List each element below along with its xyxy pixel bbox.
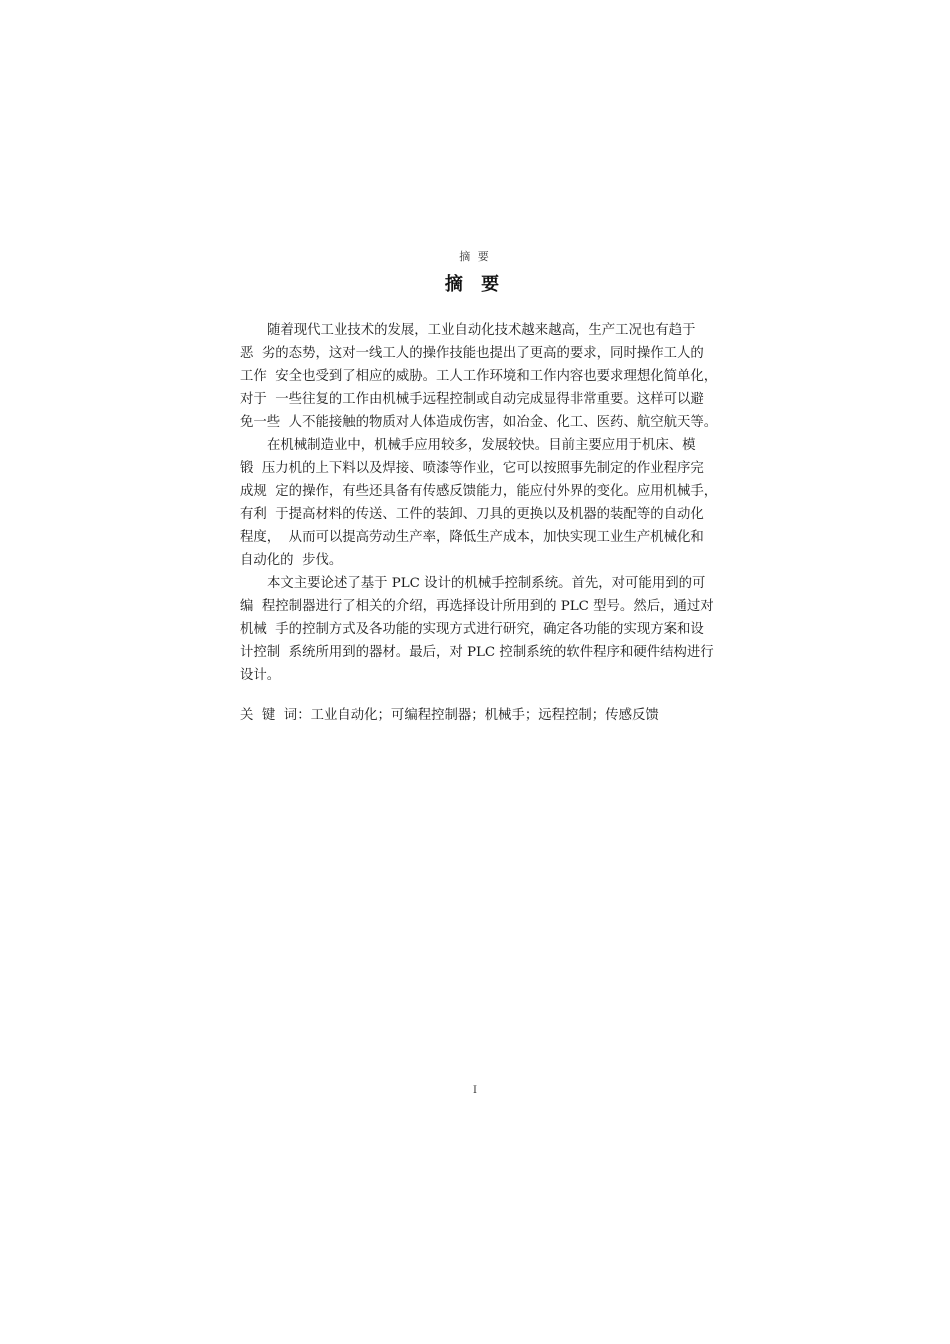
paragraph-2 [240, 434, 718, 572]
text-line: 计控制 系统所用到的器材。最后，对 PLC 控制系统的软件程序和硬件结构进行 [240, 645, 714, 660]
text-line: 设计。 [240, 668, 281, 683]
text-line: 自动化的 步伐。 [240, 553, 343, 568]
text-line: 锻 压力机的上下料以及焊接、喷漆等作业，它可以按照事先制定的作业程序完 [240, 461, 704, 476]
text-line: 机械 手的控制方式及各功能的实现方式进行研究，确定各功能的实现方案和设 [240, 622, 704, 637]
text-line: 恶 劣的态势，这对一线工人的操作技能也提出了更高的要求，同时操作工人的 [240, 346, 704, 361]
running-header: 摘 要 [459, 250, 491, 263]
text-line: 编 程控制器进行了相关的介绍，再选择设计所用到的 PLC 型号。然后，通过对 [240, 599, 714, 614]
keywords-line: 关 键 词：工业自动化；可编程控制器；机械手；远程控制；传感反馈 [240, 708, 659, 723]
text-line: 本文主要论述了基于 PLC 设计的机械手控制系统。首先，对可能用到的可 [267, 576, 706, 591]
text-line: 有利 于提高材料的传送、工件的装卸、刀具的更换以及机器的装配等的自动化 [240, 507, 704, 522]
text-line: 工作 安全也受到了相应的威胁。工人工作环境和工作内容也要求理想化简单化， [240, 369, 718, 384]
text-line: 在机械制造业中，机械手应用较多，发展较快。目前主要应用于机床、模 [267, 438, 696, 453]
text-line: 程度， 从而可以提高劳动生产率，降低生产成本，加快实现工业生产机械化和 [240, 530, 704, 545]
text-line: 随着现代工业技术的发展，工业自动化技术越来越高，生产工况也有趋于 [267, 323, 696, 338]
abstract-body [240, 319, 718, 687]
paragraph-1 [240, 319, 718, 434]
text-line: 免一些 人不能接触的物质对人体造成伤害，如冶金、化工、医药、航空航天等。 [240, 415, 718, 430]
paragraph-3 [240, 572, 718, 687]
page-number: I [473, 1085, 477, 1096]
text-line: 成规 定的操作，有些还具备有传感反馈能力，能应付外界的变化。应用机械手， [240, 484, 718, 499]
text-line: 对于 一些往复的工作由机械手远程控制或自动完成显得非常重要。这样可以避 [240, 392, 704, 407]
page-title: 摘 要 [444, 274, 506, 295]
